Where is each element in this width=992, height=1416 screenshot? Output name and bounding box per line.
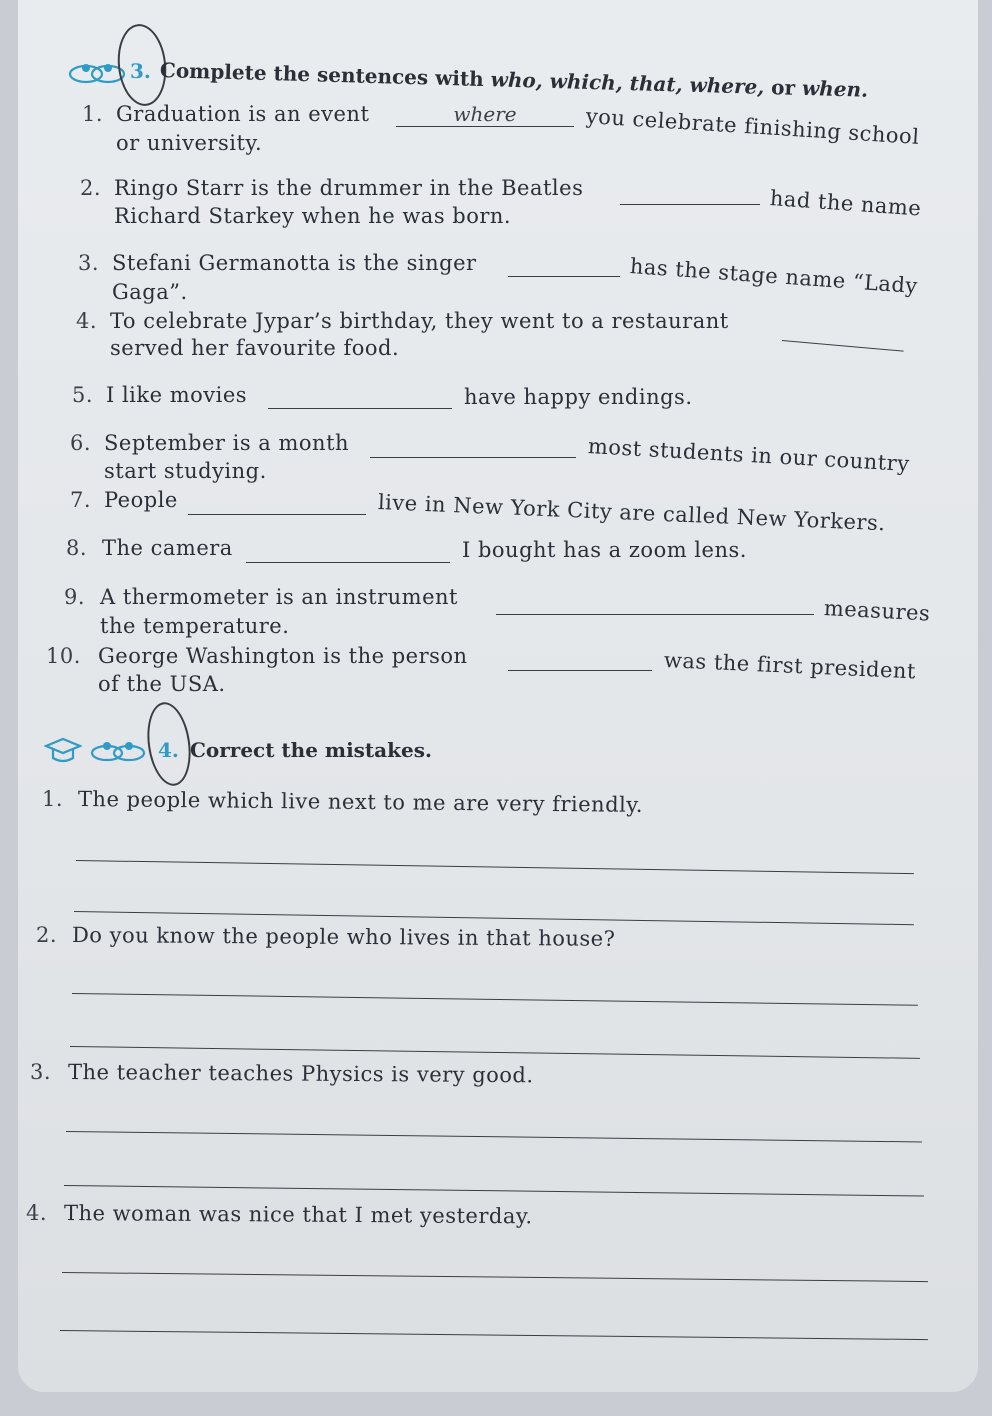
exercise-4-title: Correct the mistakes.: [190, 738, 432, 762]
answer-blank-2[interactable]: [620, 180, 760, 205]
answer-1-where: where: [453, 102, 517, 126]
answer-blank-6[interactable]: [370, 433, 576, 458]
answer-blank-3[interactable]: [508, 252, 620, 277]
answer-line[interactable]: [72, 993, 918, 1006]
pair-work-icon: [88, 737, 148, 765]
answer-line[interactable]: [66, 1131, 922, 1142]
answer-blank-5[interactable]: [268, 384, 452, 409]
exercise-3-title: Complete the sentences with who, which, that, where, or when.: [159, 58, 869, 102]
answer-line[interactable]: [60, 1330, 928, 1340]
exercise-3-number: 3.: [130, 59, 151, 83]
graduation-cap-icon: [44, 736, 82, 766]
answer-line[interactable]: [76, 860, 914, 874]
answer-blank-4[interactable]: [782, 340, 904, 352]
answer-blank-7[interactable]: [188, 490, 366, 515]
workbook-page: 3. Complete the sentences with who, which, that, where, or when. 1. Graduation is an event where you celebrate finishing school or university. 2. Ringo Starr is the drummer in the Beatles had the name Richard Starkey when he was born. 3. Stefani Germanotta is the singer has the stage name “Lady Gaga”. 4. To celebrate Jypar’s birthday, they went to a restaurant served her favourite food. 5. I like movies have happy endings. 6. September is a month most students in our country start studying. 7. People live in New York City are called New Yorkers. 8. The camera I bought has a zoom lens. 9. A thermometer is an instrument measures the temperature. 10. George Washington is the person was the first president of the USA. 4. Correct the mistakes. 1. The people which live next to me are very friendly. 2. Do you know the people who lives in that house? 3. The teacher teaches Physics is very good. 4. The woman was nice that I met yesterday.: [18, 0, 978, 1392]
answer-line[interactable]: [62, 1272, 928, 1282]
answer-blank-9[interactable]: [496, 590, 814, 615]
answer-line[interactable]: [64, 1185, 924, 1197]
answer-blank-8[interactable]: [246, 538, 450, 563]
answer-blank-10[interactable]: [508, 646, 652, 671]
answer-line[interactable]: [70, 1046, 920, 1059]
exercise-4-number: 4.: [158, 738, 179, 762]
